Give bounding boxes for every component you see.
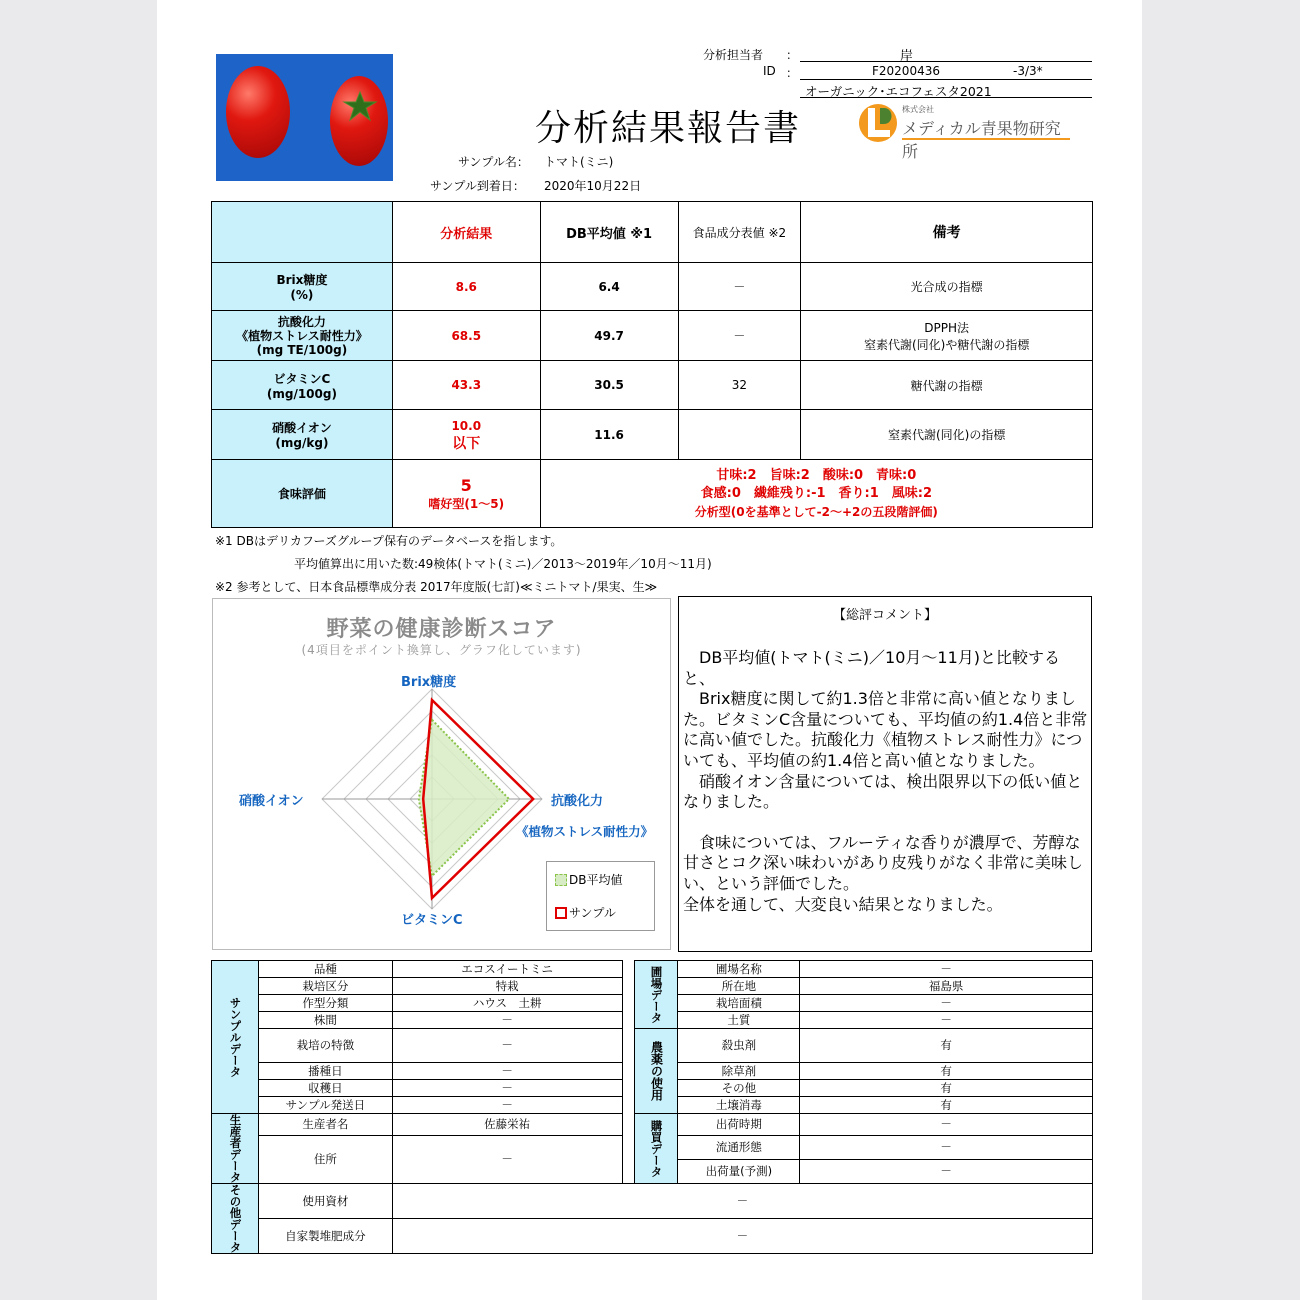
id-suffix: -3/3*: [1013, 64, 1043, 78]
chart-title: 野菜の健康診断スコア: [326, 617, 557, 642]
comment-title: 【総評コメント】: [832, 608, 937, 623]
remark: 窒素代謝(同化)の指標: [801, 410, 1093, 460]
field-label: 栽培の特徴: [258, 1029, 392, 1063]
field-value: －: [392, 1080, 622, 1097]
field-label: 栽培区分: [258, 978, 392, 995]
field-value: －: [800, 1012, 1093, 1029]
field-label: 土質: [678, 1012, 800, 1029]
axis-label-nitrate: 硝酸イオン: [239, 794, 304, 809]
result-value: 43.3: [392, 361, 540, 410]
row-label: ビタミンC (mg/100g): [212, 361, 393, 410]
field-value: ハウス 土耕: [392, 995, 622, 1012]
field-label: 栽培面積: [678, 995, 800, 1012]
row-label: Brix糖度 (%): [212, 263, 393, 311]
field-value: エコスイートミニ: [392, 961, 622, 978]
field-label: 住所: [258, 1136, 392, 1184]
pesticide-category: 農薬の使用: [634, 1029, 678, 1114]
field-value: 特栽: [392, 978, 622, 995]
db-value: 6.4: [540, 263, 678, 311]
legend-db-swatch: [555, 874, 567, 886]
col-food: 食品成分表値 ※2: [678, 202, 801, 263]
legend-sample-label: サンプル: [569, 906, 616, 920]
field-label: 生産者名: [258, 1114, 392, 1136]
data-table: [211, 960, 1093, 1254]
spacer: [622, 961, 634, 1114]
axis-label-antioxidant: 抗酸化力: [551, 794, 604, 809]
table-row: [212, 410, 1093, 460]
analyst-value: 岸: [900, 49, 914, 64]
field-label: 自家製堆肥成分: [258, 1219, 392, 1254]
spacer: [622, 1114, 634, 1184]
taste-detail: 甘味:2 旨味:2 酸味:0 青味:0 食感:0 繊維残り:-1 香り:1 風味:2 分析型(0を基準として-2～+2の五段階評価): [540, 460, 1092, 528]
field-value: －: [392, 1029, 622, 1063]
remark: 糖代謝の指標: [801, 361, 1093, 410]
legend-db-label: DB平均値: [569, 873, 623, 887]
sample-name: トマト(ミニ): [544, 155, 614, 169]
underline: [800, 61, 1092, 62]
axis-label-vitc: ビタミンC: [401, 913, 463, 928]
field-label: 除草剤: [678, 1063, 800, 1080]
field-value: －: [800, 995, 1093, 1012]
event-name: オーガニック･エコフェスタ2021: [805, 84, 992, 99]
other-category: その他データ: [212, 1184, 259, 1254]
field-value: －: [392, 1136, 622, 1184]
result-value: 8.6: [392, 263, 540, 311]
food-value: 32: [678, 361, 801, 410]
footnote-2: ※2 参考として、日本食品標準成分表 2017年度版(七訂)≪ミニトマト/果実、生≫: [215, 580, 658, 594]
field-label: 品種: [258, 961, 392, 978]
underline: [800, 79, 1092, 80]
db-value: 49.7: [540, 311, 678, 361]
radar-chart: [212, 598, 671, 950]
field-label: 出荷量(予測): [678, 1160, 800, 1184]
col-db: DB平均値 ※1: [540, 202, 678, 263]
colon: ：: [786, 66, 799, 80]
axis-label-brix: Brix糖度: [401, 675, 457, 690]
sample-photo: [216, 54, 393, 181]
underline: [800, 97, 1092, 98]
field-label: 株間: [258, 1012, 392, 1029]
result-value: 10.0 以下: [392, 410, 540, 460]
farm-data-category: 圃場データ: [634, 961, 678, 1029]
field-value: －: [392, 1219, 1092, 1254]
field-value: －: [800, 961, 1093, 978]
comment-text: DB平均値(トマト(ミニ)／10月～11月)と比較すると、 Brix糖度に関して約1.3倍と非常に高い値となりました。ビタミンC含量についても、平均値の約1.4倍と非常に高い値でした。抗酸化力《植物ストレス耐性力》についても、平均値の約1.4倍と高い値となりました。 硝酸イオン含量については、検出限界以下の低い値となりました。 食味については、フルーティな香りが濃厚で、芳醇な甘さとコク深い味わいがあり皮残りがなく非常に美味しい、という評価でした。 全体を通して、大変良い結果となりました。: [683, 648, 1088, 914]
field-label: 土壌消毒: [678, 1097, 800, 1114]
sample-name-label: サンプル名：: [458, 155, 529, 169]
chart-legend: [546, 861, 655, 931]
col-remarks: 備考: [801, 202, 1093, 263]
table-row: [212, 311, 1093, 361]
field-label: 所在地: [678, 978, 800, 995]
company-small: 株式会社: [902, 105, 934, 114]
field-label: 流通形態: [678, 1136, 800, 1160]
purchase-category: 購買データ: [634, 1114, 678, 1184]
chart-subtitle: (4項目をポイント換算し、グラフ化しています): [301, 643, 582, 657]
corner-cell: [212, 202, 393, 263]
field-value: 有: [800, 1080, 1093, 1097]
field-value: 佐藤栄祐: [392, 1114, 622, 1136]
axis-sublabel: 《植物ストレス耐性力》: [516, 824, 654, 839]
sample-data-category: サンプルデータ: [212, 961, 259, 1114]
logo-icon: [858, 102, 902, 144]
page-title: 分析結果報告書: [535, 108, 802, 149]
food-value: －: [678, 263, 801, 311]
remark: 光合成の指標: [801, 263, 1093, 311]
id-value: F20200436: [872, 64, 940, 78]
field-value: －: [392, 1097, 622, 1114]
field-label: サンプル発送日: [258, 1097, 392, 1114]
field-value: －: [800, 1136, 1093, 1160]
field-value: 有: [800, 1063, 1093, 1080]
field-value: －: [392, 1063, 622, 1080]
row-label: 硝酸イオン (mg/kg): [212, 410, 393, 460]
company-name: メディカル青果物研究所: [902, 119, 1061, 161]
producer-category: 生産者データ: [212, 1114, 259, 1184]
row-label: 抗酸化力 《植物ストレス耐性力》 (mg TE/100g): [212, 311, 393, 361]
taste-score: 5 嗜好型(1～5): [392, 460, 540, 528]
id-label: ID: [763, 64, 776, 78]
field-value: 有: [800, 1029, 1093, 1063]
field-value: 福島県: [800, 978, 1093, 995]
field-label: 出荷時期: [678, 1114, 800, 1136]
field-value: －: [392, 1012, 622, 1029]
col-result: 分析結果: [392, 202, 540, 263]
taste-label: 食味評価: [212, 460, 393, 528]
field-value: 有: [800, 1097, 1093, 1114]
colon: ：: [786, 48, 799, 62]
field-label: 殺虫剤: [678, 1029, 800, 1063]
arrival-label: サンプル到着日：: [430, 179, 525, 193]
footnote-1b: 平均値算出に用いた数:49検体(トマト(ミニ)／2013～2019年／10月～11月): [294, 557, 712, 571]
field-value: －: [800, 1160, 1093, 1184]
field-value: －: [392, 1184, 1092, 1219]
field-label: 播種日: [258, 1063, 392, 1080]
field-value: －: [800, 1114, 1093, 1136]
table-row: [212, 361, 1093, 410]
logo-line: [902, 138, 1070, 140]
legend-sample-swatch: [555, 907, 567, 919]
results-table: [211, 201, 1093, 528]
field-label: 圃場名称: [678, 961, 800, 978]
field-label: 収穫日: [258, 1080, 392, 1097]
table-row: [212, 263, 1093, 311]
food-value: －: [678, 311, 801, 361]
db-value: 11.6: [540, 410, 678, 460]
field-label: 使用資材: [258, 1184, 392, 1219]
footnote-1: ※1 DBはデリカフーズグループ保有のデータベースを指します。: [215, 534, 563, 548]
result-value: 68.5: [392, 311, 540, 361]
field-label: その他: [678, 1080, 800, 1097]
arrival-date: 2020年10月22日: [544, 179, 642, 193]
analyst-label: 分析担当者: [703, 48, 764, 62]
company-logo: [858, 102, 1070, 161]
db-value: 30.5: [540, 361, 678, 410]
remark: DPPH法 窒素代謝(同化)や糖代謝の指標: [801, 311, 1093, 361]
taste-row: [212, 460, 1093, 528]
food-value: [678, 410, 801, 460]
field-label: 作型分類: [258, 995, 392, 1012]
